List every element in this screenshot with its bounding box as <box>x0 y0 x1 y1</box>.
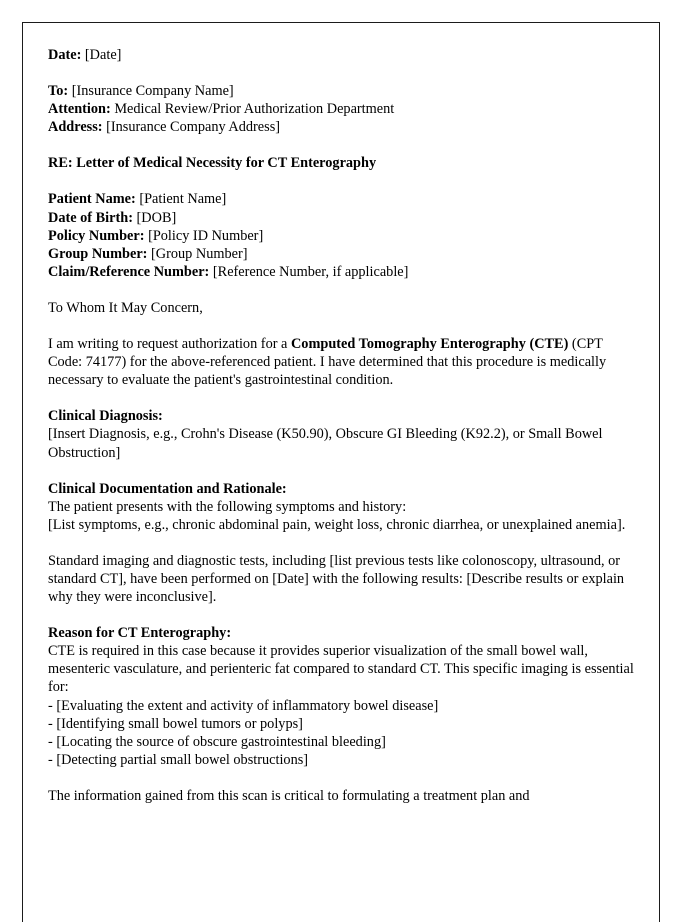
patient-info-block <box>48 190 640 280</box>
reason-heading: Reason for CT Enterography: <box>48 625 232 642</box>
reason-bullet-list <box>48 697 640 769</box>
patient-name-line <box>48 190 640 208</box>
list-item: - [Identifying small bowel tumors or polyps] <box>48 715 303 732</box>
recipient-attention-line <box>48 100 640 118</box>
clinical-diagnosis-section <box>48 407 640 461</box>
patient-claim-value: [Reference Number, if applicable] <box>212 263 409 280</box>
recipient-address-label: Address: <box>48 119 103 136</box>
date-line <box>48 46 640 64</box>
clinical-documentation-heading: Clinical Documentation and Rationale: <box>48 480 287 497</box>
recipient-to-line <box>48 82 640 100</box>
closing-paragraph-truncated: The information gained from this scan is critical to formulating a treatment plan and <box>48 787 530 804</box>
recipient-address-line <box>48 118 640 136</box>
date-value: [Date] <box>84 47 122 63</box>
patient-policy-line <box>48 227 640 245</box>
patient-name-value: [Patient Name] <box>139 191 227 208</box>
patient-name-label: Patient Name: <box>48 191 136 208</box>
intro-after-bold: (CPT Code: 74177) for the above-referenced patient. I have determined that this procedure is medically necessary to evaluate the patient's gastrointestinal condition. <box>48 336 607 389</box>
patient-group-label: Group Number: <box>48 245 148 262</box>
subject-line: RE: Letter of Medical Necessity for CT Enterography <box>48 155 377 172</box>
list-item: - [Locating the source of obscure gastrointestinal bleeding] <box>48 733 386 750</box>
patient-group-line <box>48 245 640 263</box>
patient-policy-label: Policy Number: <box>48 227 145 244</box>
patient-dob-label: Date of Birth: <box>48 209 133 226</box>
list-item: - [Evaluating the extent and activity of inflammatory bowel disease] <box>48 697 439 714</box>
intro-paragraph <box>48 335 640 389</box>
clinical-diagnosis-body: [Insert Diagnosis, e.g., Crohn's Disease (K50.90), Obscure GI Bleeding (K92.2), or Small Bowel Obstruction] <box>48 426 603 461</box>
intro-procedure-name: Computed Tomography Enterography (CTE) <box>290 336 569 353</box>
intro-before-bold: I am writing to request authorization for a <box>48 336 291 353</box>
clinical-documentation-line1: The patient presents with the following symptoms and history: <box>48 498 407 515</box>
reason-section <box>48 624 640 769</box>
recipient-block <box>48 82 640 136</box>
clinical-documentation-line2: [List symptoms, e.g., chronic abdominal pain, weight loss, chronic diarrhea, or unexplained anemia]. <box>48 516 626 533</box>
clinical-documentation-section <box>48 480 640 607</box>
document-body <box>48 46 640 805</box>
patient-dob-line <box>48 209 640 227</box>
patient-claim-line <box>48 263 640 281</box>
recipient-to-value: [Insurance Company Name] <box>71 83 234 100</box>
recipient-address-value: [Insurance Company Address] <box>106 119 281 136</box>
reason-body: CTE is required in this case because it provides superior visualization of the small bowel wall, mesenteric vasculature, and perienteric fat compared to standard CT. This specific imaging is essential for: <box>48 643 634 696</box>
recipient-attention-value: Medical Review/Prior Authorization Department <box>114 101 395 118</box>
patient-group-value: [Group Number] <box>151 245 248 262</box>
date-label: Date: <box>48 47 82 63</box>
patient-dob-value: [DOB] <box>136 209 177 226</box>
salutation: To Whom It May Concern, <box>48 299 203 316</box>
patient-claim-label: Claim/Reference Number: <box>48 263 210 280</box>
clinical-documentation-line3: Standard imaging and diagnostic tests, including [list previous tests like colonoscopy, ultrasound, or standard CT], have been performed on [Date] with the following results: [Describe results or explain why they were inconclusive]. <box>48 552 625 606</box>
recipient-to-label: To: <box>48 83 69 100</box>
clinical-diagnosis-heading: Clinical Diagnosis: <box>48 408 163 425</box>
patient-policy-value: [Policy ID Number] <box>148 227 264 244</box>
list-item: - [Detecting partial small bowel obstructions] <box>48 751 309 768</box>
recipient-attention-label: Attention: <box>48 101 111 118</box>
document-page <box>22 22 660 922</box>
